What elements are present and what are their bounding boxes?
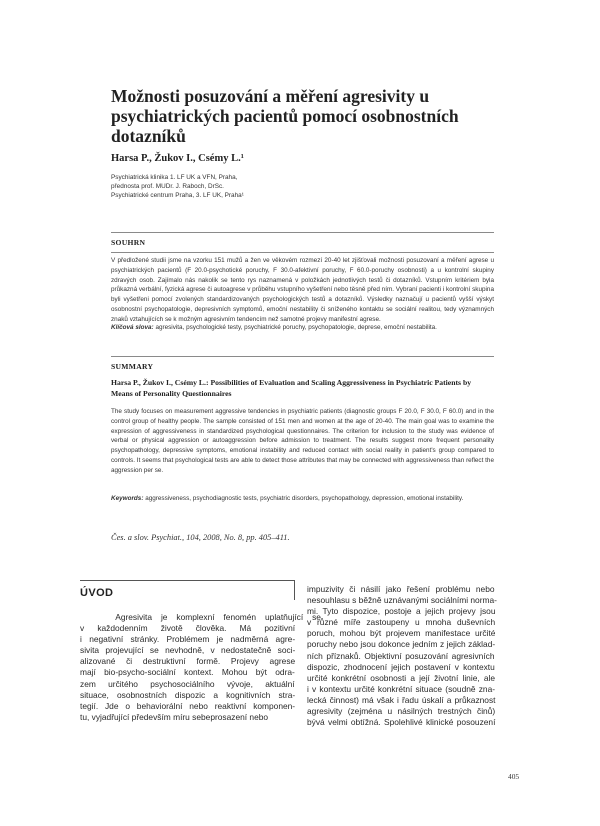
- keywords-text: agresivita, psychologické testy, psychiatrické poruchy, psychopatologie, deprese, emoční nestabilita.: [155, 324, 437, 331]
- text-line: dispozic, zhodnocení jejich postavení v kontextu: [307, 661, 495, 672]
- souhrn-heading: SOUHRN: [111, 238, 146, 247]
- summary-heading: SUMMARY: [111, 362, 154, 371]
- journal-citation: Čes. a slov. Psychiat., 104, 2008, No. 8, pp. 405–411.: [111, 533, 290, 542]
- authors: Harsa P., Žukov I., Csémy L.¹: [111, 153, 244, 164]
- affiliation-line: přednosta prof. MUDr. J. Raboch, DrSc.: [111, 183, 224, 190]
- intro-heading: ÚVOD: [80, 587, 114, 599]
- affiliation-line: Psychiatrická klinika 1. LF UK a VFN, Praha,: [111, 174, 238, 181]
- text-line: i v kontextu určité konkrétní situace (soudně zna-: [307, 683, 496, 694]
- text-line: v každodenním životě člověka. Má pozitivní: [80, 623, 296, 634]
- text-line: alizované či destruktivní formě. Projevy agrese: [80, 656, 296, 667]
- divider: [111, 356, 494, 357]
- paper-title: Možnosti posuzování a měření agresivity u psychiatrických pacientů pomocí osobnostních dotazníků: [111, 86, 459, 146]
- text-line: Agresivita je komplexní fenomén uplatňující se: [80, 612, 321, 622]
- text-line: poruch, mohou být projevem manifestace určité: [307, 628, 496, 639]
- text-line: poruchy nebo jsou dokonce jedním z jejich základ-: [307, 639, 496, 650]
- keywords-text: aggressiveness, psychodiagnostic tests, psychiatric disorders, psychopathology, depression, emotional instability.: [145, 495, 464, 502]
- text-line: tegií. Jde o behaviorální nebo reaktivní komponen-: [80, 700, 296, 711]
- text-line: ních příznaků. Objektivní posuzování agresivních: [307, 650, 495, 661]
- affiliations: [111, 173, 411, 200]
- affiliation-line: Psychiatrické centrum Praha, 3. LF UK, Praha¹: [111, 192, 244, 199]
- text-line: i negativní stránky. Problémem je nadměrná agre-: [80, 634, 296, 645]
- text-line: nesouhlasu s běžně uznávanými sociálními norma-: [307, 595, 497, 606]
- text-line: bývá velmi obtížná. Spolehlivé klinické posouzení: [307, 717, 496, 728]
- intro-left-column: [80, 612, 321, 723]
- divider: [111, 252, 494, 253]
- keywords-label: Keywords:: [111, 495, 144, 502]
- summary-text: The study focuses on measurement aggressive tendencies in psychiatric patients (diagnostic groups F 20.0, F 30.0, F 60.0) and in the control group of healthy people. The sample consisted of 151 men and women at the age of 20-40. The main goal was to examine the expression of aggressiveness in standardized psychological questionnaires. The criterion for inclusion to the study was evidence of verbal or physical aggression or autoaggression before admission to treatment. The results suggest more frequent personality psychopathology, depressive symptoms, emotional instability and reduced contact with social reality in patient's group compared to controls. It seems that psychological tests are able to detect those attributes that may be connected with aggressiveness than reflect the aggression per se.: [111, 408, 494, 474]
- text-line: agresivity (zejména u násilných trestných činů): [307, 706, 496, 717]
- souhrn-keywords: [111, 323, 494, 333]
- summary-title: Harsa P., Žukov I., Csémy L.: Possibilities of Evaluation and Scaling Aggressiveness in Psychiatric Patients by Means of Personality Questionnaires: [111, 378, 472, 398]
- keywords-label: Klíčová slova:: [111, 324, 154, 331]
- text-line: v různé míře zastoupeny u mnoha duševních: [307, 617, 496, 628]
- text-line: tu, vyjadřující především míru sebeprosazení nebo: [80, 711, 269, 722]
- text-line: mi. Tyto dispozice, postoje a jejich projevy jsou: [307, 606, 496, 617]
- divider: [111, 232, 494, 233]
- text-line: sivita projevující se nevhodně, v nedostatečně soci-: [80, 645, 296, 656]
- text-line: impuzivity či násilí jako řešení problému nebo: [307, 584, 495, 594]
- page-number: 405: [508, 772, 520, 781]
- text-line: lecká činnost) má však i řadu úskalí a průkaznost: [307, 694, 496, 705]
- intro-right-column: [307, 584, 495, 728]
- souhrn-text: V předložené studii jsme na vzorku 151 mužů a žen ve věkovém rozmezí 20-40 let zjišťovali možnosti posuzovaní a měření agrese u psychiatrických pacientů (F 20.0-psychotické poruchy, F 30.0-afektivní poruchy, F 60.0-poruchy osobnosti) a u kontrolní skupiny zdravých osob. Zajímalo nás nakolik se tento rys naznamená v položkách jednotlivých testů či dotazníků. Vstupním kritériem byla průkazná verbální, fyzická agrese či autoagrese v průběhu vstupního vyšetření nebo těsně před ním. Vybraní pacienti i kontrolní skupina byli vyšetřeni pomocí zvolených standardizovaných psychologických testů a dotazníků. Výsledky naznačují u pacientů vyšší výskyt osobnostní psychopatologie, depresivních symptomů, emoční nestability či sníženého kontaktu se sociální realitou, tedy významných znaků vztahujících se k možným agresivním tendencím než samotné projevy manifestní agrese.: [111, 257, 494, 323]
- text-line: zem určitého psychosociálního vývoje, aktuální: [80, 678, 295, 689]
- summary-keywords: [111, 494, 494, 504]
- text-line: situace, osobnostních dispozic a kognitivních stra-: [80, 689, 296, 700]
- text-line: určité konkrétní osobnosti a její životní linie, ale: [307, 672, 496, 683]
- text-line: mají bio-psycho-sociální kontext. Mohou být odra-: [80, 667, 295, 678]
